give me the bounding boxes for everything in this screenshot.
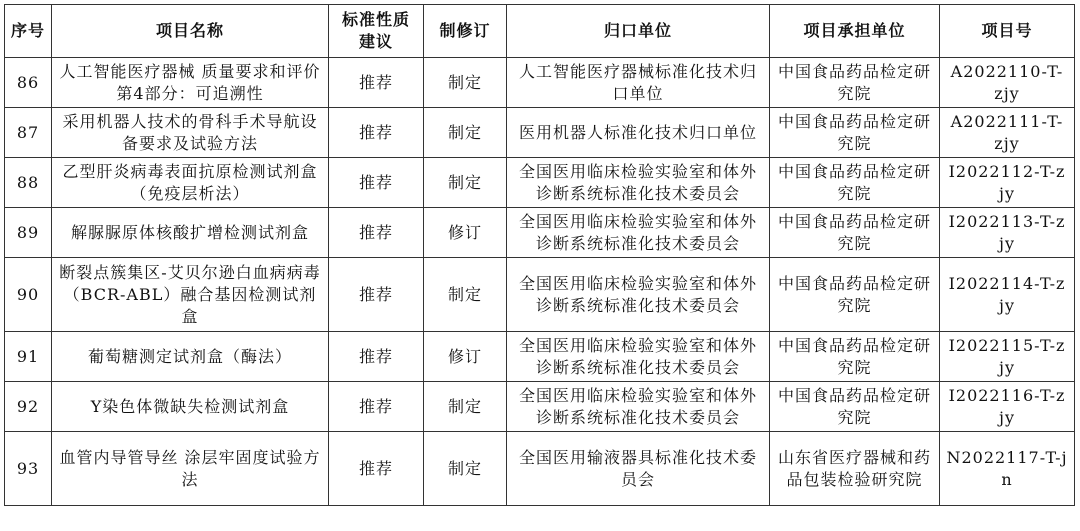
cell-name: 人工智能医疗器械 质量要求和评价 第4部分：可追溯性	[52, 58, 329, 108]
header-name: 项目名称	[52, 5, 329, 58]
cell-type: 制定	[424, 58, 507, 108]
cell-code: I2022113-T-zjy	[940, 208, 1075, 258]
cell-code: I2022115-T-zjy	[940, 332, 1075, 382]
cell-name: 葡萄糖测定试剂盒（酶法）	[52, 332, 329, 382]
cell-name: Y染色体微缺失检测试剂盒	[52, 382, 329, 432]
cell-no: 87	[5, 108, 52, 158]
cell-no: 89	[5, 208, 52, 258]
cell-nature: 推荐	[329, 58, 424, 108]
cell-type: 修订	[424, 332, 507, 382]
cell-dept: 医用机器人标准化技术归口单位	[507, 108, 770, 158]
cell-code: A2022110-T-zjy	[940, 58, 1075, 108]
cell-dept: 全国医用临床检验实验室和体外诊断系统标准化技术委员会	[507, 208, 770, 258]
header-no: 序号	[5, 5, 52, 58]
cell-dept: 人工智能医疗器械标准化技术归口单位	[507, 58, 770, 108]
cell-nature: 推荐	[329, 158, 424, 208]
cell-nature: 推荐	[329, 382, 424, 432]
cell-nature: 推荐	[329, 208, 424, 258]
cell-name: 断裂点簇集区-艾贝尔逊白血病病毒（BCR-ABL）融合基因检测试剂盒	[52, 258, 329, 332]
table-row	[5, 332, 1075, 382]
cell-code: I2022116-T-zjy	[940, 382, 1075, 432]
cell-no: 90	[5, 258, 52, 332]
cell-org: 中国食品药品检定研究院	[770, 382, 940, 432]
cell-type: 修订	[424, 208, 507, 258]
cell-no: 91	[5, 332, 52, 382]
cell-no: 92	[5, 382, 52, 432]
cell-org: 中国食品药品检定研究院	[770, 58, 940, 108]
standards-table	[4, 4, 1075, 506]
cell-dept: 全国医用输液器具标准化技术委员会	[507, 432, 770, 506]
header-dept: 归口单位	[507, 5, 770, 58]
cell-type: 制定	[424, 108, 507, 158]
cell-code: I2022114-T-zjy	[940, 258, 1075, 332]
cell-dept: 全国医用临床检验实验室和体外诊断系统标准化技术委员会	[507, 332, 770, 382]
cell-no: 93	[5, 432, 52, 506]
cell-type: 制定	[424, 382, 507, 432]
cell-nature: 推荐	[329, 332, 424, 382]
cell-org: 中国食品药品检定研究院	[770, 108, 940, 158]
cell-code: A2022111-T-zjy	[940, 108, 1075, 158]
cell-name: 采用机器人技术的骨科手术导航设备要求及试验方法	[52, 108, 329, 158]
cell-dept: 全国医用临床检验实验室和体外诊断系统标准化技术委员会	[507, 158, 770, 208]
table-row	[5, 108, 1075, 158]
table-row	[5, 158, 1075, 208]
cell-nature: 推荐	[329, 108, 424, 158]
header-org: 项目承担单位	[770, 5, 940, 58]
cell-no: 88	[5, 158, 52, 208]
cell-name: 解脲脲原体核酸扩增检测试剂盒	[52, 208, 329, 258]
cell-code: N2022117-T-jn	[940, 432, 1075, 506]
cell-name: 血管内导管导丝 涂层牢固度试验方法	[52, 432, 329, 506]
table-row	[5, 208, 1075, 258]
table-row	[5, 382, 1075, 432]
header-type: 制修订	[424, 5, 507, 58]
cell-nature: 推荐	[329, 432, 424, 506]
header-nature: 标准性质建议	[329, 5, 424, 58]
cell-nature: 推荐	[329, 258, 424, 332]
cell-org: 中国食品药品检定研究院	[770, 332, 940, 382]
cell-dept: 全国医用临床检验实验室和体外诊断系统标准化技术委员会	[507, 258, 770, 332]
cell-name: 乙型肝炎病毒表面抗原检测试剂盒（免疫层析法）	[52, 158, 329, 208]
table-row	[5, 432, 1075, 506]
cell-org: 中国食品药品检定研究院	[770, 258, 940, 332]
header-code: 项目号	[940, 5, 1075, 58]
cell-no: 86	[5, 58, 52, 108]
cell-type: 制定	[424, 258, 507, 332]
table-row	[5, 258, 1075, 332]
table-row	[5, 58, 1075, 108]
cell-type: 制定	[424, 432, 507, 506]
cell-type: 制定	[424, 158, 507, 208]
cell-org: 中国食品药品检定研究院	[770, 158, 940, 208]
header-row	[5, 5, 1075, 58]
cell-org: 中国食品药品检定研究院	[770, 208, 940, 258]
cell-code: I2022112-T-zjy	[940, 158, 1075, 208]
cell-dept: 全国医用临床检验实验室和体外诊断系统标准化技术委员会	[507, 382, 770, 432]
cell-org: 山东省医疗器械和药品包装检验研究院	[770, 432, 940, 506]
